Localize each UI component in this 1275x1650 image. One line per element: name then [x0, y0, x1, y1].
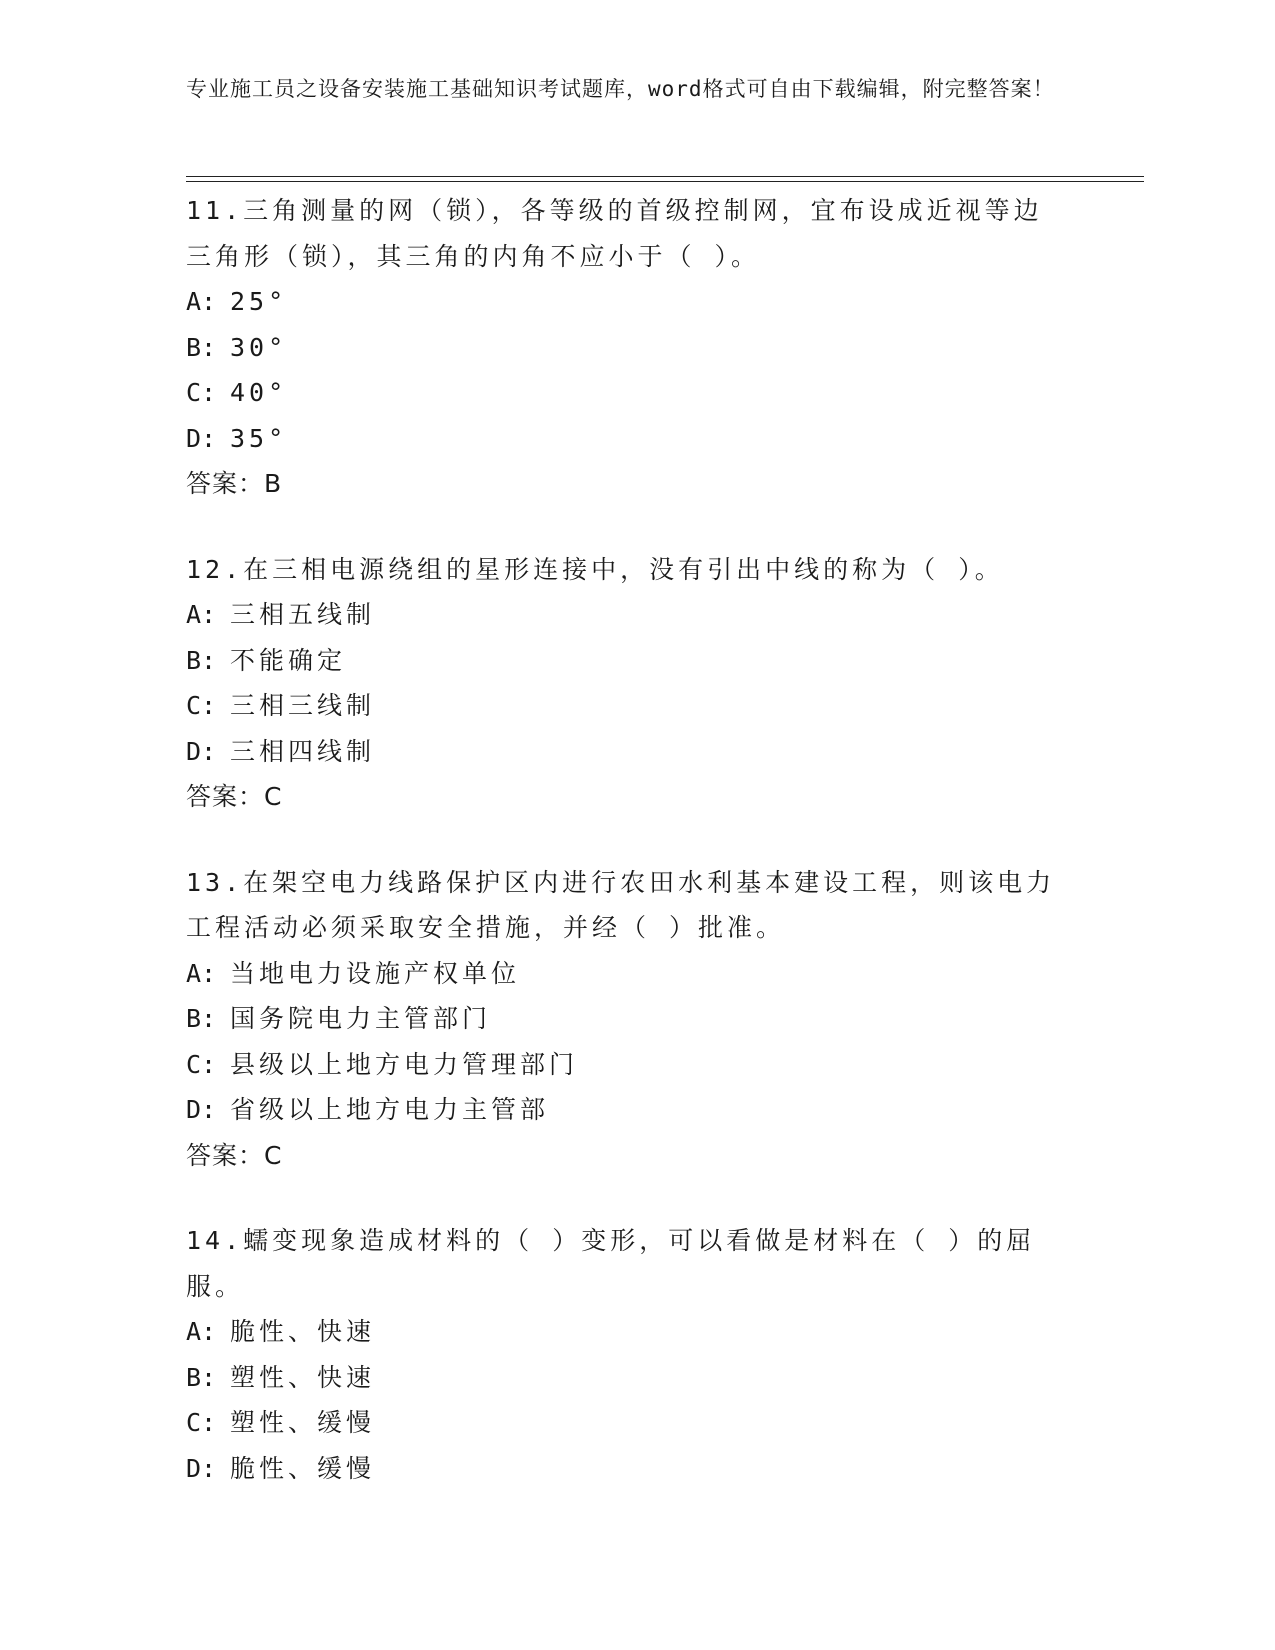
- option-letter: C:: [186, 378, 217, 407]
- option-letter: C:: [186, 691, 217, 720]
- option-letter: D:: [186, 736, 217, 766]
- option-a: [186, 279, 1086, 325]
- option-letter: B:: [186, 332, 217, 362]
- answer-line: 答案：C: [186, 782, 283, 811]
- option-letter: C:: [186, 1049, 217, 1079]
- option-text: 40°: [230, 378, 288, 407]
- option-letter: B:: [186, 645, 217, 675]
- option-letter: D:: [186, 423, 217, 453]
- option-d: [186, 1446, 1086, 1492]
- option-text: 塑性、缓慢: [230, 1408, 376, 1437]
- option-letter: B:: [186, 1362, 217, 1392]
- option-letter: A:: [186, 600, 217, 629]
- question-12: [186, 547, 1086, 820]
- option-a: [186, 592, 1086, 638]
- option-b: [186, 996, 1086, 1042]
- option-text: 25°: [230, 287, 288, 316]
- option-letter: C:: [186, 1408, 217, 1437]
- question-14: [186, 1218, 1086, 1491]
- option-b: [186, 638, 1086, 684]
- option-text: 脆性、快速: [230, 1317, 376, 1346]
- question-stem: 12.在三相电源绕组的星形连接中，没有引出中线的称为（ ）。: [186, 554, 1004, 584]
- option-text: 国务院电力主管部门: [230, 1004, 492, 1033]
- document-header: 专业施工员之设备安装施工基础知识考试题库，word格式可自由下载编辑，附完整答案！: [186, 77, 1055, 101]
- option-text: 塑性、快速: [230, 1362, 376, 1392]
- header-rule-top: [186, 176, 1144, 177]
- option-a: [186, 951, 1086, 997]
- option-d: [186, 416, 1086, 462]
- answer-line: 答案：B: [186, 469, 283, 498]
- option-letter: A:: [186, 1317, 217, 1346]
- option-letter: D:: [186, 1453, 217, 1483]
- option-c: [186, 683, 1086, 729]
- option-d: [186, 729, 1086, 775]
- option-text: 省级以上地方电力主管部: [230, 1095, 550, 1124]
- option-text: 县级以上地方电力管理部门: [230, 1049, 579, 1079]
- question-stem: 13.在架空电力线路保护区内进行农田水利基本建设工程，则该电力工程活动必须采取安全措施，并经（ ）批准。: [186, 867, 1056, 942]
- question-stem: 11.三角测量的网（锁），各等级的首级控制网，宜布设成近视等边三角形（锁），其三角的内角不应小于（ ）。: [186, 196, 1043, 271]
- option-c: [186, 1400, 1086, 1446]
- option-letter: D:: [186, 1095, 217, 1124]
- option-b: [186, 325, 1086, 371]
- question-11: [186, 188, 1086, 507]
- question-13: [186, 860, 1086, 1179]
- option-b: [186, 1355, 1086, 1401]
- question-stem: 14.蠕变现象造成材料的（ ）变形，可以看做是材料在（ ）的屈服。: [186, 1226, 1036, 1301]
- header-rule-bottom: [186, 181, 1144, 182]
- option-text: 30°: [230, 332, 288, 362]
- option-d: [186, 1087, 1086, 1133]
- option-letter: A:: [186, 287, 217, 316]
- option-text: 三相五线制: [230, 600, 376, 629]
- answer-line: 答案：C: [186, 1140, 283, 1170]
- option-letter: A:: [186, 958, 217, 988]
- option-text: 不能确定: [230, 645, 347, 675]
- option-text: 脆性、缓慢: [230, 1453, 376, 1483]
- question-list: [186, 188, 1086, 1531]
- option-text: 当地电力设施产权单位: [230, 958, 521, 988]
- option-text: 三相四线制: [230, 736, 376, 766]
- option-a: [186, 1309, 1086, 1355]
- option-c: [186, 370, 1086, 416]
- option-text: 35°: [230, 423, 288, 453]
- option-text: 三相三线制: [230, 691, 376, 720]
- option-letter: B:: [186, 1004, 217, 1033]
- option-c: [186, 1042, 1086, 1088]
